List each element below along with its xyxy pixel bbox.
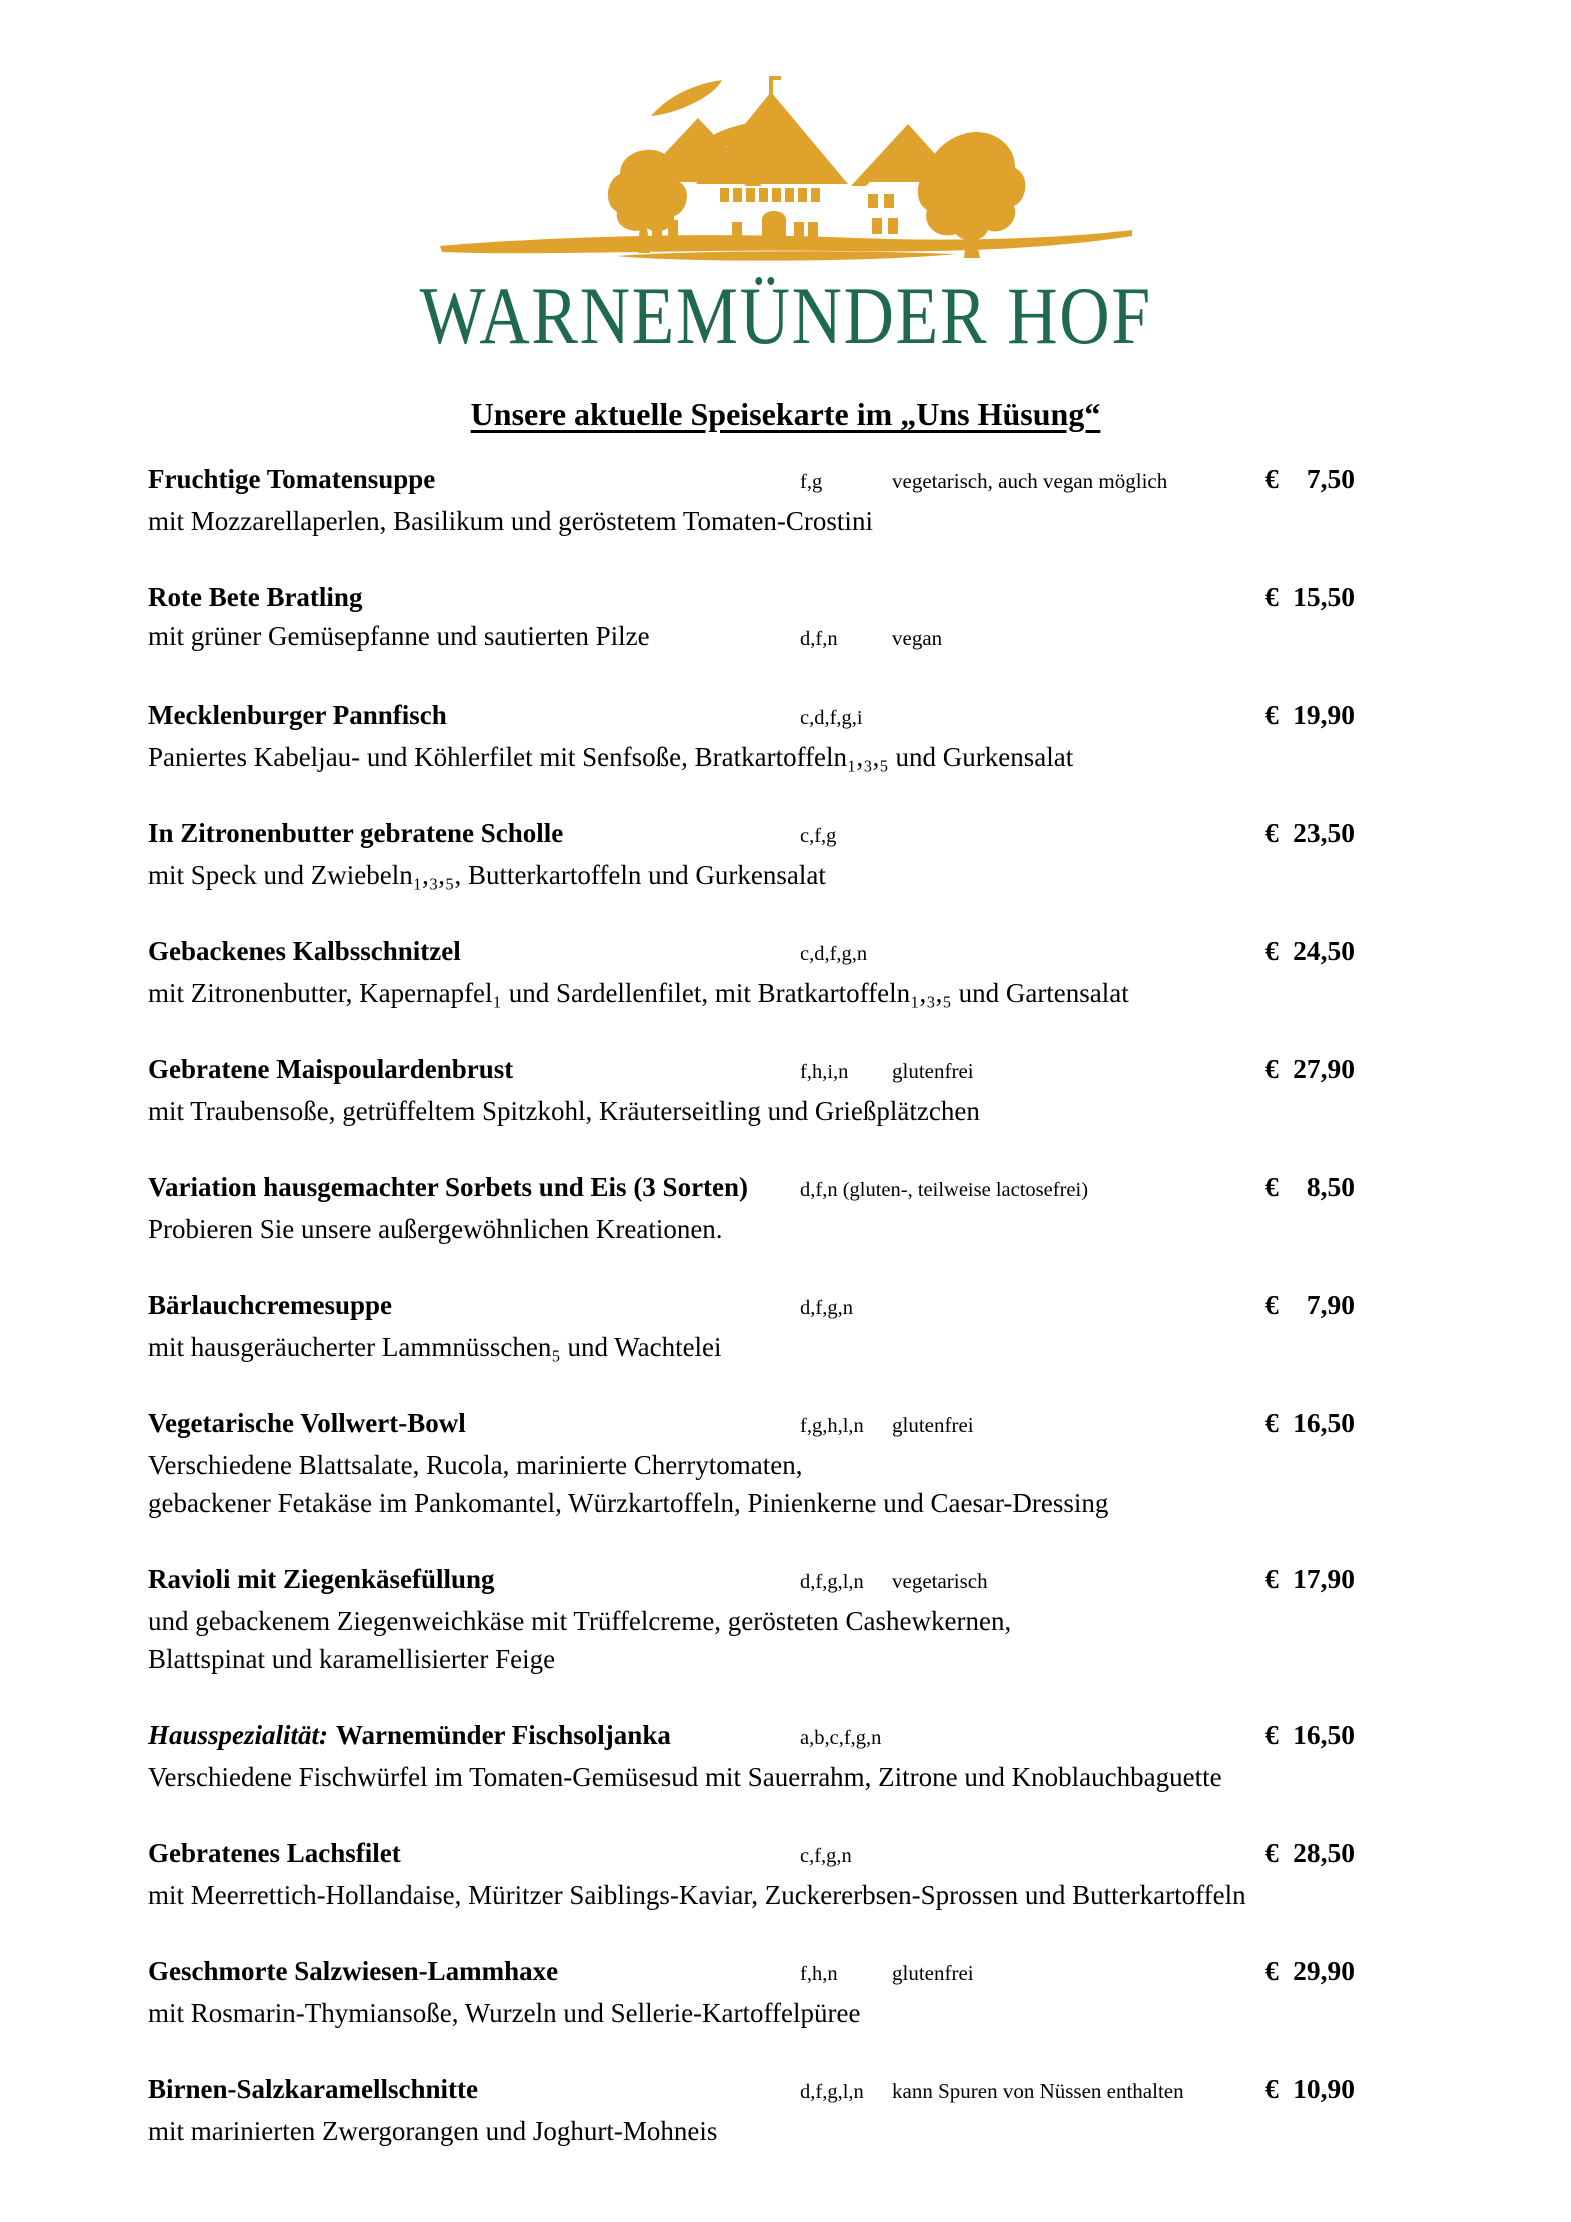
- logo: [0, 0, 1571, 270]
- item-meta: [800, 2071, 1265, 2112]
- item-description-line: [148, 1758, 1355, 1796]
- item-name: [148, 931, 800, 971]
- item-meta: [800, 1170, 1265, 1210]
- item-dietary-note: glutenfrei: [892, 1058, 974, 1083]
- item-description-line: [148, 2112, 1355, 2150]
- item-name: [148, 1403, 800, 1443]
- euro-sign: €: [1265, 1406, 1279, 1438]
- item-price-amount: 10,90: [1293, 2072, 1355, 2104]
- item-allergen-codes: f,h,n: [800, 1962, 838, 1985]
- item-name-text: Gebratene Maispoulardenbrust: [148, 1053, 514, 1084]
- item-price-amount: 16,50: [1293, 1718, 1355, 1750]
- item-header-row: [148, 1833, 1355, 1876]
- item-header-row: [148, 1715, 1355, 1758]
- menu-item: [148, 459, 1355, 540]
- item-name-text: Gebratenes Lachsfilet: [148, 1837, 401, 1868]
- euro-sign: €: [1265, 1052, 1279, 1084]
- item-name: [148, 577, 800, 617]
- item-allergen-codes: a,b,c,f,g,n: [800, 1726, 882, 1749]
- item-name: [148, 1715, 800, 1755]
- item-meta: [800, 934, 1265, 974]
- item-name-text: Variation hausgemachter Sorbets und Eis (3 Sorten): [148, 1171, 749, 1202]
- item-allergen-codes: f,g: [800, 470, 823, 493]
- item-description-line: [148, 617, 1355, 658]
- item-name: [148, 1167, 800, 1207]
- item-header-row: [148, 1559, 1355, 1602]
- item-price: [1265, 2069, 1355, 2109]
- item-price: [1265, 1715, 1355, 1755]
- item-name-text: In Zitronenbutter gebratene Scholle: [148, 817, 564, 848]
- menu-item: [148, 1951, 1355, 2032]
- menu-item: [148, 813, 1355, 894]
- item-description: mit Meerrettich-Hollandaise, Müritzer Saiblings-Kaviar, Zuckererbsen-Sprossen und Butterkartoffeln: [148, 1879, 1246, 1910]
- item-description-line: [148, 1328, 1355, 1366]
- item-price-amount: 17,90: [1293, 1562, 1355, 1594]
- item-name: [148, 695, 800, 735]
- item-description: Blattspinat und karamellisierter Feige: [148, 1643, 556, 1674]
- item-meta: [800, 698, 1265, 738]
- item-description-lines: [148, 1210, 1355, 1248]
- menu-item: [148, 1285, 1355, 1366]
- item-name-prefix: Hausspezialität:: [148, 1719, 329, 1750]
- item-header-row: [148, 1167, 1355, 1210]
- item-price-amount: 15,50: [1293, 580, 1355, 612]
- item-allergen-codes: c,d,f,g,i: [800, 706, 863, 729]
- item-description: Probieren Sie unsere außergewöhnlichen Kreationen.: [148, 1213, 723, 1244]
- item-name-text: Geschmorte Salzwiesen-Lammhaxe: [148, 1955, 559, 1986]
- item-allergen-codes: d,f,g,l,n: [800, 2080, 864, 2103]
- item-dietary-note: glutenfrei: [892, 1960, 974, 1985]
- item-price: [1265, 1403, 1355, 1443]
- item-description-line: [148, 1092, 1355, 1130]
- euro-sign: €: [1265, 1562, 1279, 1594]
- menu-item: [148, 1403, 1355, 1522]
- item-header-row: [148, 2069, 1355, 2112]
- item-allergen-codes: d,f,n: [800, 627, 838, 650]
- euro-sign: €: [1265, 1170, 1279, 1202]
- item-name: [148, 1559, 800, 1599]
- item-price: [1265, 1285, 1355, 1325]
- item-header-row: [148, 1049, 1355, 1092]
- item-price-amount: 7,90: [1306, 1288, 1355, 1320]
- item-header-row: [148, 931, 1355, 974]
- item-description: mit marinierten Zwergorangen und Joghurt-Mohneis: [148, 2115, 718, 2146]
- item-description: Verschiedene Fischwürfel im Tomaten-Gemüsesud mit Sauerrahm, Zitrone und Knoblauchbaguette: [148, 1761, 1222, 1792]
- item-description-lines: [148, 1602, 1355, 1678]
- item-meta: [800, 1051, 1265, 1092]
- item-name-text: Gebackenes Kalbsschnitzel: [148, 935, 461, 966]
- item-name-text: Rote Bete Bratling: [148, 581, 363, 612]
- item-price: [1265, 459, 1355, 499]
- item-meta: [800, 1836, 1265, 1876]
- item-header-row: [148, 1951, 1355, 1994]
- item-description-line: [148, 1210, 1355, 1248]
- item-dietary-note: vegan: [892, 625, 943, 650]
- item-name-text: Fruchtige Tomatensuppe: [148, 463, 436, 494]
- item-description: Paniertes Kabeljau- und Köhlerfilet mit Senfsoße, Bratkartoffeln₁,₃,₅ und Gurkensalat: [148, 741, 1074, 772]
- menu-item: [148, 1167, 1355, 1248]
- item-name: [148, 1951, 800, 1991]
- item-price: [1265, 1049, 1355, 1089]
- menu-item: [148, 2069, 1355, 2150]
- item-header-row: [148, 1403, 1355, 1446]
- item-description-line: [148, 974, 1355, 1012]
- item-meta: [800, 1288, 1265, 1328]
- item-description-line: [148, 502, 1355, 540]
- euro-sign: €: [1265, 1954, 1279, 1986]
- item-allergen-codes: d,f,g,n: [800, 1296, 853, 1319]
- item-description-lines: [148, 1994, 1355, 2032]
- euro-sign: €: [1265, 1836, 1279, 1868]
- item-meta: [800, 1953, 1265, 1994]
- item-name: [148, 2069, 800, 2109]
- item-header-row: [148, 459, 1355, 502]
- item-description-lines: [148, 856, 1355, 894]
- item-meta: [800, 461, 1265, 502]
- item-description-lines: [148, 1446, 1355, 1522]
- item-header-row: [148, 1285, 1355, 1328]
- euro-sign: €: [1265, 698, 1279, 730]
- item-price-amount: 19,90: [1293, 698, 1355, 730]
- item-price: [1265, 813, 1355, 853]
- euro-sign: €: [1265, 462, 1279, 494]
- item-allergen-codes: d,f,n (gluten-, teilweise lactosefrei): [800, 1178, 1089, 1201]
- item-name: [148, 813, 800, 853]
- item-name: [148, 459, 800, 499]
- item-meta: [800, 1405, 1265, 1446]
- item-description-line: [148, 1994, 1355, 2032]
- item-price-amount: 29,90: [1293, 1954, 1355, 1986]
- item-dietary-note: kann Spuren von Nüssen enthalten: [892, 2078, 1184, 2103]
- item-price: [1265, 577, 1355, 617]
- euro-sign: €: [1265, 1288, 1279, 1320]
- item-description: mit Mozzarellaperlen, Basilikum und geröstetem Tomaten-Crostini: [148, 505, 873, 536]
- item-description-line: [148, 1876, 1355, 1914]
- item-name: [148, 1049, 800, 1089]
- item-allergen-codes: c,d,f,g,n: [800, 942, 868, 965]
- item-description-line: [148, 1484, 1355, 1522]
- item-dietary-note: vegetarisch: [892, 1568, 988, 1593]
- item-name-text: Mecklenburger Pannfisch: [148, 699, 447, 730]
- item-description-lines: [148, 974, 1355, 1012]
- menu-item: [148, 695, 1355, 776]
- item-dietary-note: glutenfrei: [892, 1412, 974, 1437]
- item-price-amount: 28,50: [1293, 1836, 1355, 1868]
- item-description: gebackener Fetakäse im Pankomantel, Würzkartoffeln, Pinienkerne und Caesar-Dressing: [148, 1487, 1109, 1518]
- item-price: [1265, 695, 1355, 735]
- item-description-line: [148, 856, 1355, 894]
- farmhouse-logo-icon: [436, 70, 1136, 270]
- menu-item: [148, 1049, 1355, 1130]
- menu-item: [148, 1715, 1355, 1796]
- item-description-line: [148, 1602, 1355, 1640]
- menu-item: [148, 1559, 1355, 1678]
- item-name-text: Warnemünder Fischsoljanka: [336, 1719, 671, 1750]
- item-price: [1265, 931, 1355, 971]
- item-description-lines: [148, 1876, 1355, 1914]
- item-meta: [800, 1718, 1265, 1758]
- item-price-amount: 27,90: [1293, 1052, 1355, 1084]
- item-description-lines: [148, 2112, 1355, 2150]
- euro-sign: €: [1265, 1718, 1279, 1750]
- item-name: [148, 1833, 800, 1873]
- item-description-lines: [148, 1328, 1355, 1366]
- item-price-amount: 16,50: [1293, 1406, 1355, 1438]
- item-allergen-codes: c,f,g: [800, 824, 837, 847]
- euro-sign: €: [1265, 2072, 1279, 2104]
- item-header-row: [148, 813, 1355, 856]
- menu-item: [148, 1833, 1355, 1914]
- item-meta: [800, 1561, 1265, 1602]
- item-description-line: [148, 1446, 1355, 1484]
- item-name-text: Bärlauchcremesuppe: [148, 1289, 392, 1320]
- item-description-lines: [148, 502, 1355, 540]
- item-description-line: [148, 738, 1355, 776]
- item-description: mit Zitronenbutter, Kapernapfel₁ und Sardellenfilet, mit Bratkartoffeln₁,₃,₅ und Gartensalat: [148, 977, 1129, 1008]
- item-description-lines: [148, 617, 1355, 658]
- item-description-lines: [148, 1092, 1355, 1130]
- item-price: [1265, 1559, 1355, 1599]
- euro-sign: €: [1265, 580, 1279, 612]
- euro-sign: €: [1265, 934, 1279, 966]
- item-meta: [800, 816, 1265, 856]
- brand-name: WARNEMÜNDER HOF: [419, 270, 1152, 361]
- item-price-amount: 7,50: [1306, 462, 1355, 494]
- item-allergen-codes: c,f,g,n: [800, 1844, 852, 1867]
- item-description: mit Rosmarin-Thymiansoße, Wurzeln und Sellerie-Kartoffelpüree: [148, 1997, 861, 2028]
- item-description: Verschiedene Blattsalate, Rucola, marinierte Cherrytomaten,: [148, 1449, 803, 1480]
- item-allergen-codes: d,f,g,l,n: [800, 1570, 864, 1593]
- item-price-amount: 23,50: [1293, 816, 1355, 848]
- item-price-amount: 24,50: [1293, 934, 1355, 966]
- item-name-text: Ravioli mit Ziegenkäsefüllung: [148, 1563, 495, 1594]
- item-description-lines: [148, 738, 1355, 776]
- item-description-line: [148, 1640, 1355, 1678]
- item-price: [1265, 1167, 1355, 1207]
- item-header-row: [148, 695, 1355, 738]
- item-price: [1265, 1833, 1355, 1873]
- item-allergen-codes: f,g,h,l,n: [800, 1414, 864, 1437]
- menu-item: [148, 931, 1355, 1012]
- euro-sign: €: [1265, 816, 1279, 848]
- item-name: [148, 1285, 800, 1325]
- item-price: [1265, 1951, 1355, 1991]
- item-allergen-codes: f,h,i,n: [800, 1060, 849, 1083]
- item-description: mit Traubensoße, getrüffeltem Spitzkohl, Kräuterseitling und Grießplätzchen: [148, 1095, 980, 1126]
- item-description-lines: [148, 1758, 1355, 1796]
- item-name-text: Vegetarische Vollwert-Bowl: [148, 1407, 466, 1438]
- menu-item: [148, 577, 1355, 658]
- item-description: mit grüner Gemüsepfanne und sautierten Pilze: [148, 620, 650, 651]
- menu-items: [0, 433, 1571, 2150]
- page-title: Unsere aktuelle Speisekarte im „Uns Hüsung“: [470, 395, 1101, 432]
- item-name-text: Birnen-Salzkaramellschnitte: [148, 2073, 478, 2104]
- item-description: mit Speck und Zwiebeln₁,₃,₅, Butterkartoffeln und Gurkensalat: [148, 859, 826, 890]
- item-price-amount: 8,50: [1306, 1170, 1355, 1202]
- item-description: und gebackenem Ziegenweichkäse mit Trüffelcreme, gerösteten Cashewkernen,: [148, 1605, 1012, 1636]
- item-header-row: [148, 577, 1355, 617]
- item-dietary-note: vegetarisch, auch vegan möglich: [892, 468, 1168, 493]
- item-description: mit hausgeräucherter Lammnüsschen₅ und Wachtelei: [148, 1331, 722, 1362]
